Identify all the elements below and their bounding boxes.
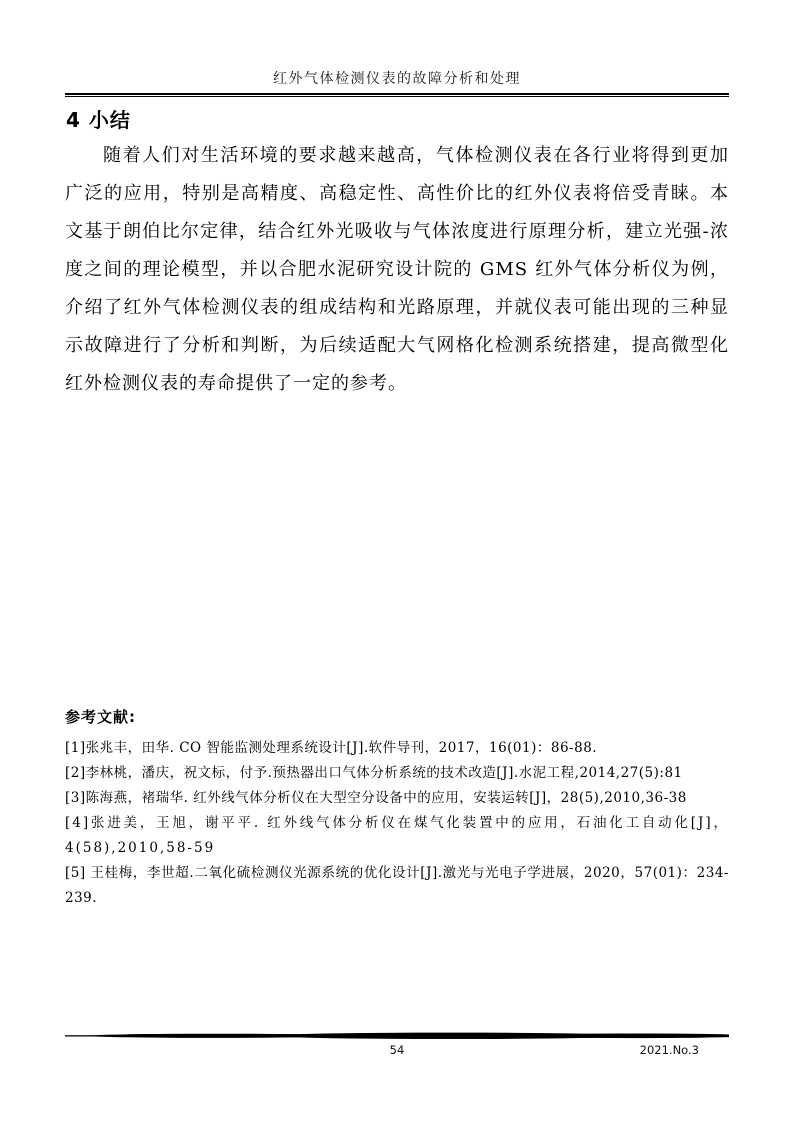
reference-item: [1]张兆丰，田华. CO 智能监测处理系统设计[J].软件导刊，2017，16(01)：86-88. [65,740,598,756]
page-header [65,68,729,97]
references-label: 参考文献: [65,708,136,726]
header-rule-thin [65,96,729,97]
section-heading: 4 小结 [66,108,131,132]
page-number: 54 [389,1043,405,1057]
issue-number: 2021.No.3 [639,1043,699,1057]
header-rule-thick [65,93,729,95]
summary-paragraph: 随着人们对生活环境的要求越来越高，气体检测仪表在各行业将得到更加广泛的应用，特别是高精度、高稳定性、高性价比的红外仪表将倍受青睐。本文基于朗伯比尔定律，结合红外光吸收与气体浓度进行原理分析，建立光强-浓度之间的理论模型，并以合肥水泥研究设计院的 GMS 红外气体分析仪为例，介绍了红外气体检测仪表的组成结构和光路原理，并就仪表可能出现的三种显示故障进行了分析和判断，为后续适配大气网格化检测系统搭建，提高微型化红外检测仪表的寿命提供了一定的参考。 [65,145,729,394]
reference-item: [5] 王桂梅，李世超.二氧化硫检测仪光源系统的优化设计[J].激光与光电子学进展，2020，57(01)：234-239. [65,865,729,906]
reference-item: [3]陈海燕，褚瑞华. 红外线气体分析仪在大型空分设备中的应用，安装运转[J]，28(5),2010,36-38 [65,790,687,806]
references-section [65,706,729,911]
page-footer [65,1032,729,1059]
footer-decorative-rule [65,1032,729,1040]
reference-item: [2]李林桃，潘庆，祝文标，付予.预热器出口气体分析系统的技术改造[J].水泥工程,2014,27(5):81 [65,765,683,781]
running-header-title: 红外气体检测仪表的故障分析和处理 [273,71,521,87]
footer-row [65,1043,729,1059]
reference-item: [4]张进美，王旭，谢平平. 红外线气体分析仪在煤气化装置中的应用，石油化工自动化[J]，4(58),2010,58-59 [65,815,729,856]
